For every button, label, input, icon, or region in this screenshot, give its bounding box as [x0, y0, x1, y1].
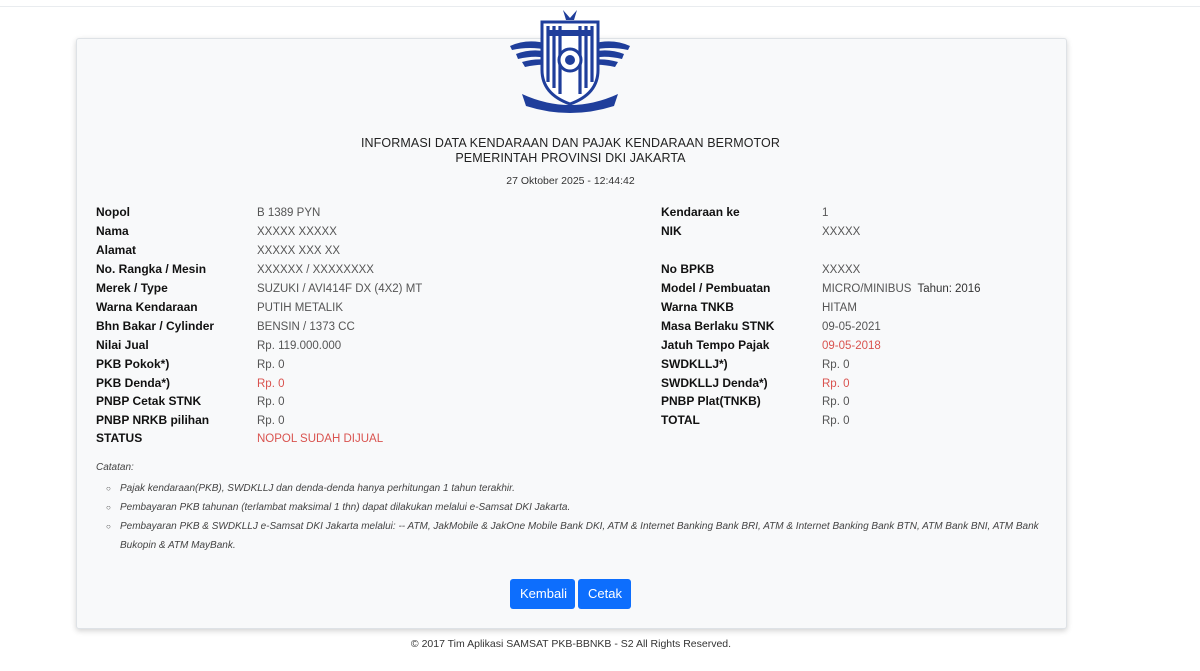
timestamp: 27 Oktober 2025 - 12:44:42: [506, 175, 635, 187]
value-jatuh-tempo-text: 09-05-2018: [822, 340, 881, 352]
row-jatuh-tempo: [661, 336, 769, 354]
label-no-bpkb: No BPKB: [661, 262, 715, 276]
value-kendaraan-ke: [822, 203, 828, 221]
row-nama: [96, 222, 129, 240]
value-alamat-text: XXXXX XXX XX: [257, 245, 341, 257]
row-no-bpkb: [661, 260, 714, 278]
row-warna-tnkb: [661, 298, 734, 316]
value-nik-text: XXXXX: [822, 226, 861, 238]
value-pnbp-cetak-stnk-text: Rp. 0: [257, 396, 285, 408]
label-model-pembuatan: Model / Pembuatan: [661, 281, 771, 295]
value-pnbp-cetak-stnk: [257, 392, 285, 410]
row-kendaraan-ke: [661, 203, 740, 221]
row-nopol: [96, 203, 130, 221]
value-nama-text: XXXXX XXXXX: [257, 226, 337, 238]
row-masa-berlaku-stnk: [661, 317, 774, 335]
row-pnbp-nrkb: [96, 411, 209, 429]
page-title: INFORMASI DATA KENDARAAN DAN PAJAK KENDARAAN BERMOTOR: [360, 136, 781, 150]
row-pkb-pokok: [96, 355, 169, 373]
value-bahan-bakar: [257, 317, 355, 335]
value-nilai-jual: [257, 336, 341, 354]
row-pnbp-plat: [661, 392, 761, 410]
value-no-bpkb-text: XXXXX: [822, 264, 861, 276]
label-total: TOTAL: [661, 413, 700, 427]
row-nilai-jual: [96, 336, 149, 354]
label-status: STATUS: [96, 431, 143, 445]
note-item: ○ Pembayaran PKB tahunan (terlambat maksimal 1 thn) dapat dilakukan melalui e-Samsat DKI Jakarta.: [120, 498, 1056, 517]
value-rangka-mesin: [257, 260, 374, 278]
value-total: [822, 411, 850, 429]
label-pnbp-plat: PNBP Plat(TNKB): [661, 394, 761, 408]
note-item: ○ Pembayaran PKB & SWDKLLJ e-Samsat DKI Jakarta melalui: -- ATM, JakMobile & JakOne Mobile Bank DKI, ATM & Internet Banking Bank BRI, ATM & Internet Banking Bank BTN, ATM Bank BNI, ATM Bank Bukopin & ATM MayBank.: [120, 517, 1056, 555]
value-nopol-text: B 1389 PYN: [257, 207, 321, 219]
value-no-bpkb: [822, 260, 860, 278]
value-warna-kendaraan-text: PUTIH METALIK: [257, 302, 344, 314]
value-warna-tnkb-text: HITAM: [822, 302, 857, 314]
value-status-text: NOPOL SUDAH DIJUAL: [257, 433, 384, 445]
value-nilai-jual-text: Rp. 119.000.000: [257, 340, 342, 352]
tahun-label: Tahun:: [917, 283, 952, 295]
value-nik: [822, 222, 860, 240]
value-merek-type-text: SUZUKI / AVI414F DX (4X2) MT: [257, 283, 423, 295]
value-pkb-pokok: [257, 355, 285, 373]
row-model-pembuatan: [661, 279, 770, 297]
label-pkb-denda: PKB Denda*): [96, 376, 171, 390]
row-merek-type: [96, 279, 168, 297]
row-rangka-mesin: [96, 260, 206, 278]
print-button[interactable]: Cetak: [578, 579, 631, 609]
label-kendaraan-ke: Kendaraan ke: [661, 205, 740, 219]
label-swdkllj-denda: SWDKLLJ Denda*): [661, 376, 768, 390]
page-subtitle: PEMERINTAH PROVINSI DKI JAKARTA: [455, 151, 686, 165]
value-swdkllj-denda-text: Rp. 0: [822, 378, 850, 390]
row-swdkllj-denda: [661, 374, 768, 392]
tahun-value: 2016: [954, 283, 981, 295]
notes-list: [96, 479, 1056, 555]
value-pkb-pokok-text: Rp. 0: [257, 359, 285, 371]
value-warna-tnkb: [822, 298, 857, 316]
value-bahan-bakar-text: BENSIN / 1373 CC: [257, 321, 355, 333]
value-pnbp-nrkb-text: Rp. 0: [257, 415, 285, 427]
row-status: [96, 429, 142, 447]
value-swdkllj-text: Rp. 0: [822, 359, 850, 371]
value-swdkllj-denda: [822, 374, 850, 392]
back-button[interactable]: Kembali: [510, 579, 575, 609]
label-nik: NIK: [661, 224, 682, 238]
value-pkb-denda-text: Rp. 0: [257, 378, 285, 390]
value-model-pembuatan: [822, 279, 981, 297]
label-pnbp-cetak-stnk: PNBP Cetak STNK: [96, 394, 202, 408]
label-jatuh-tempo: Jatuh Tempo Pajak: [661, 338, 770, 352]
value-pnbp-nrkb: [257, 411, 285, 429]
footer-copyright: © 2017 Tim Aplikasi SAMSAT PKB-BBNKB - S2 All Rights Reserved.: [410, 638, 732, 650]
row-total: [661, 411, 700, 429]
label-merek-type: Merek / Type: [96, 281, 168, 295]
notes-section: [96, 462, 1056, 555]
label-masa-berlaku-stnk: Masa Berlaku STNK: [661, 319, 775, 333]
top-border: [0, 0, 1200, 7]
value-total-text: Rp. 0: [822, 415, 850, 427]
label-pnbp-nrkb: PNBP NRKB pilihan: [96, 413, 210, 427]
row-alamat: [96, 241, 136, 259]
value-swdkllj: [822, 355, 850, 373]
value-rangka-mesin-text: XXXXXX / XXXXXXXX: [257, 264, 374, 276]
value-pnbp-plat-text: Rp. 0: [822, 396, 850, 408]
value-nama: [257, 222, 337, 240]
value-kendaraan-ke-text: 1: [822, 207, 829, 219]
label-pkb-pokok: PKB Pokok*): [96, 357, 170, 371]
notes-title: Catatan:: [96, 462, 134, 473]
value-jatuh-tempo: [822, 336, 881, 354]
row-pkb-denda: [96, 374, 170, 392]
value-nopol: [257, 203, 320, 221]
police-emblem-icon: [508, 8, 632, 116]
value-model-text: MICRO/MINIBUS: [822, 283, 912, 295]
value-warna-kendaraan: [257, 298, 343, 316]
label-warna-kendaraan: Warna Kendaraan: [96, 300, 198, 314]
label-rangka-mesin: No. Rangka / Mesin: [96, 262, 207, 276]
note-item: ○ Pajak kendaraan(PKB), SWDKLLJ dan denda-denda hanya perhitungan 1 tahun terakhir.: [120, 479, 1056, 498]
label-warna-tnkb: Warna TNKB: [661, 300, 734, 314]
row-nik: [661, 222, 682, 240]
value-pkb-denda: [257, 374, 285, 392]
label-nopol: Nopol: [96, 205, 130, 219]
row-bahan-bakar: [96, 317, 214, 335]
label-swdkllj: SWDKLLJ*): [661, 357, 728, 371]
value-pnbp-plat: [822, 392, 850, 410]
label-bahan-bakar: Bhn Bakar / Cylinder: [96, 319, 215, 333]
label-nilai-jual: Nilai Jual: [96, 338, 149, 352]
value-alamat: [257, 241, 340, 259]
row-pnbp-cetak-stnk: [96, 392, 201, 410]
value-masa-berlaku-stnk-text: 09-05-2021: [822, 321, 881, 333]
value-status: [257, 429, 383, 447]
label-alamat: Alamat: [96, 243, 137, 257]
row-warna-kendaraan: [96, 298, 198, 316]
value-masa-berlaku-stnk: [822, 317, 881, 335]
label-nama: Nama: [96, 224, 129, 238]
value-merek-type: [257, 279, 422, 297]
row-swdkllj: [661, 355, 728, 373]
